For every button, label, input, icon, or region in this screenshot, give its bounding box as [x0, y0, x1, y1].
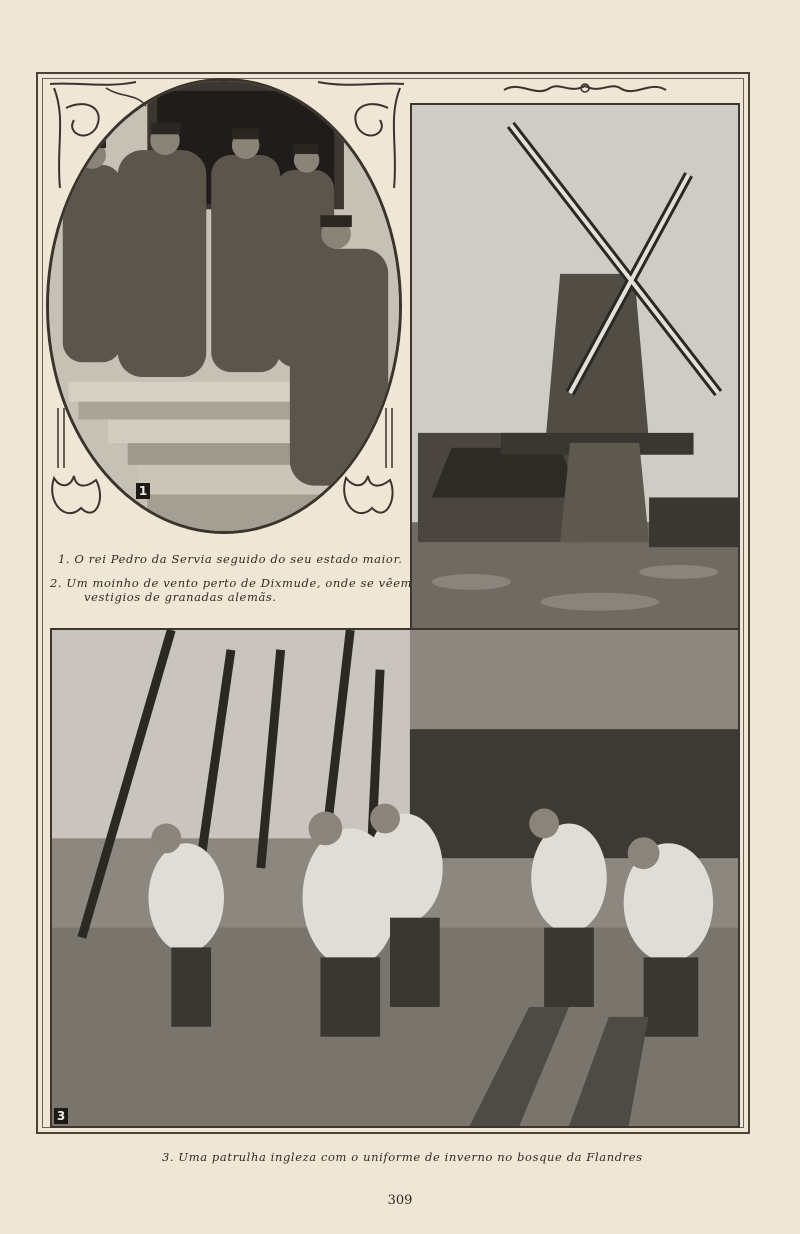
photo-3-patrol	[50, 628, 740, 1128]
ornament-top-left	[46, 78, 156, 198]
caption-photo-1: 1. O rei Pedro da Servia seguido do seu estado maior.	[58, 552, 403, 566]
photo-1-number-badge: 1	[136, 483, 150, 499]
photo-1-container	[46, 78, 402, 534]
caption-photo-2-line-1: 2. Um moinho de vento perto de Dixmude, onde se vêem	[50, 576, 413, 590]
ornament-bottom-left	[46, 408, 116, 534]
ornament-top-right	[298, 78, 408, 198]
caption-photo-2-line-2: vestigios de granadas alemãs.	[84, 590, 277, 604]
page-number: 309	[387, 1193, 413, 1208]
photo-3-number-badge: 3	[54, 1108, 68, 1124]
photo-3-image	[52, 630, 738, 1126]
caption-photo-3: 3. Uma patrulha ingleza com o uniforme de inverno no bosque da Flandres	[162, 1150, 643, 1164]
ornament-bottom-right	[334, 408, 404, 534]
ornament-header-scroll	[500, 78, 670, 100]
